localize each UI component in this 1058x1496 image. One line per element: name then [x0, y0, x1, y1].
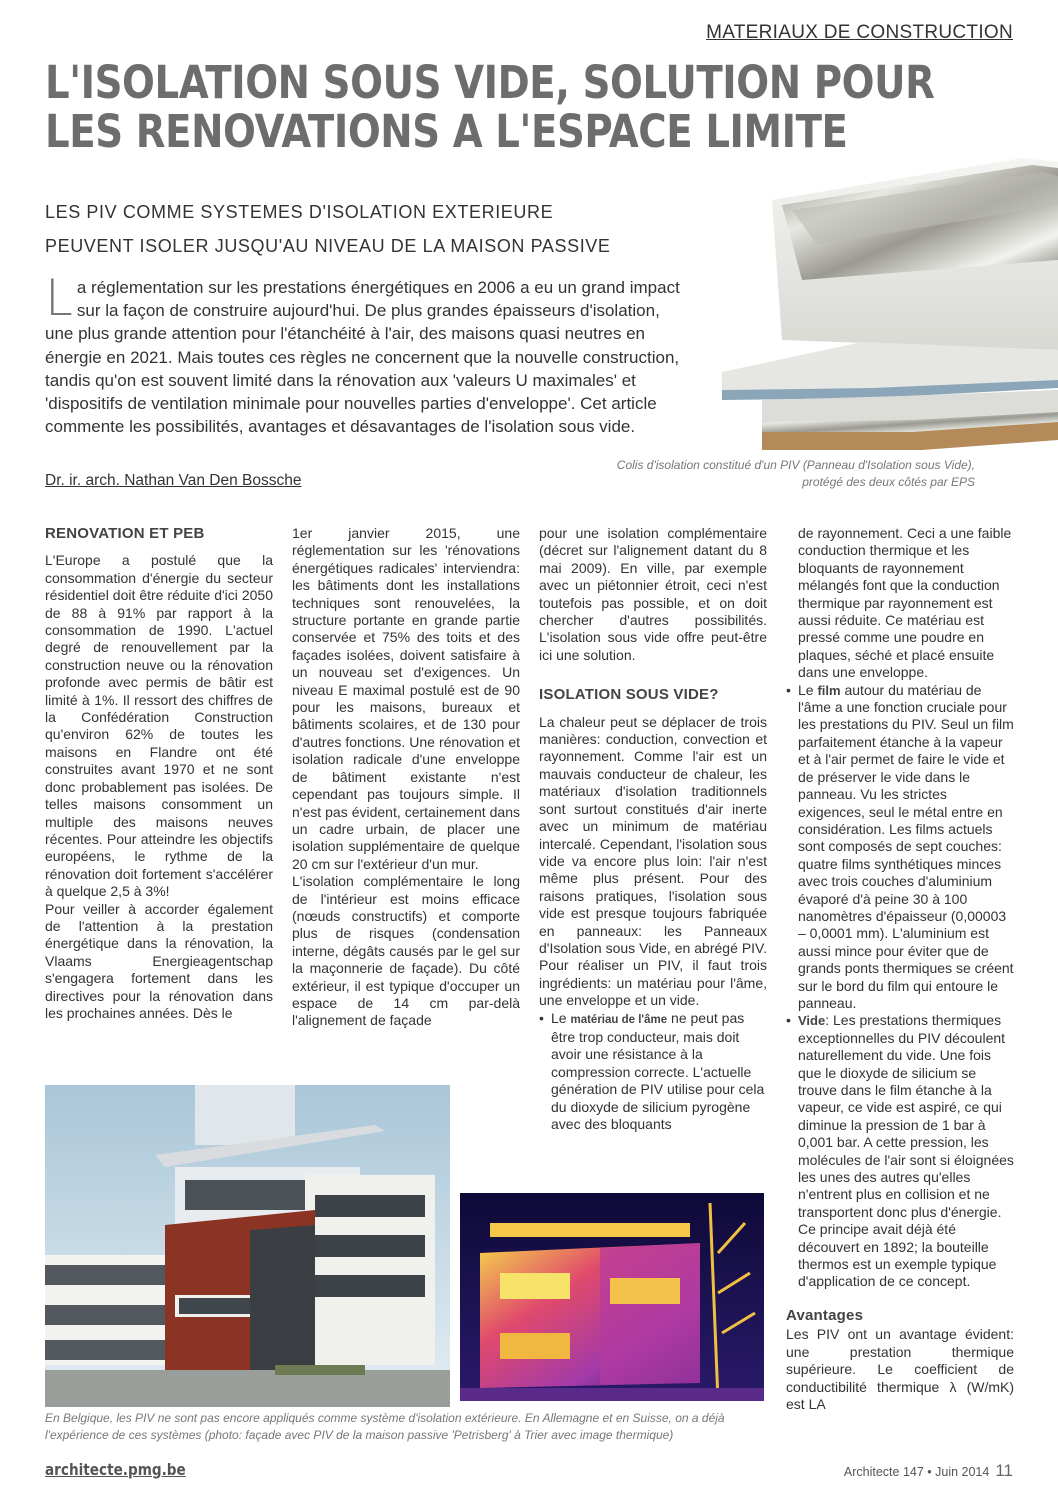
col4-paragraph-1: de rayonnement. Ceci a une faible conduction thermique et les bloquants de rayonnement mélangés font que la conduction thermique par rayonnement est aussi réduite. Ce matériau est pressé comme une poudre en plaques, séché et placé ensuite dans une enveloppe. — [798, 525, 1012, 681]
bullet-prefix: Le — [798, 681, 818, 698]
website-link[interactable]: architecte.pmg.be — [45, 1460, 186, 1479]
bullet-vide — [786, 1012, 1014, 1291]
col1-paragraph-1: L'Europe a postulé que la consommation d'énergie du secteur résidentiel doit être réduite d'ici 2050 de 88 à 91% par rapport à la consommation de 1990. L'actuel degré de renouvellement par la construction neuve ou la rénovation profonde avec permis de bâtir est limité à 1%. Il ressort des chiffres de la Confédération Construction qu'environ 62% de toutes les maisons en Flandre ont été construites avant 1970 et ne sont donc probablement pas isolées. De telles maisons consomment un multiple des maisons neuves récentes. Pour atteindre les objectifs européens, le rythme de la rénovation doit fortement s'accélérer à quelque 2,5 à 3%! — [45, 552, 273, 900]
issue-info: Architecte 147 • Juin 2014 — [843, 1465, 990, 1479]
thermal-image — [457, 1190, 767, 1404]
column-2 — [292, 525, 520, 1030]
bullet-text: : Les prestations thermiques exceptionnelles du PIV découlent naturellement du vide. Une fois que le dioxyde de silicium se trouve dans le film étanche à la vapeur, ce vide est aspiré, ce qui diminue la pression de 1 bar à 0,001 bar. A cette pression, les molécules de l'air sont si éloignées les unes des autres qu'elles n'entrent plus en collision et ne transportent donc plus d'énergie. Ce principe avait déjà été découvert en 1892; la bouteille thermos est un exemple typique d'application de ce concept. — [798, 1012, 1014, 1290]
bullet-prefix: Le — [551, 1009, 571, 1026]
footer-issue — [844, 1461, 1013, 1481]
col1-paragraph-2: Pour veiller à accorder également de l'attention à la prestation énergétique dans la rénovation, la Vlaams Energieagentschap s'engagera fortement dans les directives pour la rénovation dans les prochaines années. Dès le — [45, 900, 273, 1021]
subtitle-line-1: LES PIV COMME SYSTEMES D'ISOLATION EXTERIEURE — [45, 202, 554, 222]
title-line-2: LES RENOVATIONS A L'ESPACE LIMITE — [45, 105, 848, 158]
dropcap: L — [45, 269, 73, 327]
col3-paragraph-1: pour une isolation complémentaire (décret sur l'alignement datant du 8 mai 2009). En ville, par exemple avec un piétonnier étroit, ceci n'est toutefois pas possible, et on doit chercher d'autres possibilités. L'isolation sous vide offre peut-être ici une solution. — [539, 525, 767, 663]
title-line-1: L'ISOLATION SOUS VIDE, SOLUTION POUR — [45, 56, 935, 109]
bullet-film — [786, 682, 1014, 1013]
col2-paragraph-1: 1er janvier 2015, une réglementation sur les 'rénovations énergétiques radicales' interviendra: les bâtiments dont les installations techniques sont renouvelées, la structure portante en grande partie conservée et 75% des toits et des façades isolées, doivent satisfaire à un nouveau set d'exigences. Un niveau E maximal postulé est de 90 pour les maisons, bureaux et bâtiments scolaires, et de 130 pour d'autres fonctions. Une rénovation et isolation radicale d'une enveloppe de bâtiment existante n'est cependant pas toujours simple. Il n'est pas évident, certainement dans un cadre urbain, de placer une isolation supplémentaire de quelque 20 cm sur l'extérieur d'un mur. — [292, 525, 520, 872]
column-3 — [539, 525, 767, 1133]
top-caption-line-1: Colis d'isolation constitué d'un PIV (Panneau d'Isolation sous Vide), — [616, 458, 975, 472]
bullet-keyword: Vide — [798, 1013, 826, 1029]
bullet-materiau-ame — [539, 1010, 767, 1134]
heading-renovation-peb: RENOVATION ET PEB — [45, 525, 205, 542]
bullet-keyword: matériau de l'âme — [570, 1013, 668, 1026]
bullet-text: ne peut pas être trop conducteur, mais doit avoir une résistance à la compression correcte. L'actuelle génération de PIV utilise pour cela du dioxyde de silicium pyrogène avec des bloquants — [551, 1009, 765, 1132]
heading-isolation-sous-vide: ISOLATION SOUS VIDE? — [539, 686, 719, 704]
article-title — [45, 58, 982, 156]
bottom-caption-line-1: En Belgique, les PIV ne sont pas encore appliqués comme système d'isolation extérieure. En Allemagne et en Suisse, on a déjà — [45, 1411, 725, 1425]
col3-paragraph-2: La chaleur peut se déplacer de trois manières: conduction, convection et rayonnement. Comme l'air est un mauvais conducteur de chaleur, les matériaux d'isolation traditionnels sont surtout constitués d'air inerte avec un minimum de matériau intercalé. Cependant, l'isolation sous vide va encore plus loin: l'air n'est même plus présent. Pour des raisons pratiques, l'isolation sous vide est presque toujours fabriquée en panneaux: les Panneaux d'Isolation sous Vide, en abrégé PIV. Pour réaliser un PIV, il faut trois ingrédients: un matériau pour l'âme, une enveloppe et un vide. — [539, 713, 767, 1009]
col4-paragraph-2: Les PIV ont un avantage évident: une prestation thermique supérieure. Le coefficient de conductibilité thermique λ (W/mK) est LA — [786, 1326, 1014, 1412]
bullet-keyword: film — [817, 682, 841, 698]
intro-paragraph — [45, 269, 685, 438]
bottom-photo-caption — [45, 1410, 760, 1444]
bottom-caption-line-2: l'expérience de ces systèmes (photo: façade avec PIV de la maison passive 'Petrisberg' à Trier avec image thermique) — [45, 1428, 674, 1442]
col2-paragraph-2: L'isolation complémentaire le long de l'intérieur est moins efficace (nœuds constructifs) et comporte plus de risques (condensation interne, dégâts causés par le gel sur la maçonnerie de façade). Du côté extérieur, il est typique d'occuper un espace de 14 cm par-delà l'alignement de façade — [292, 873, 520, 1029]
column-4 — [786, 525, 1014, 1413]
vip-panels-photo — [722, 150, 1058, 450]
subtitle-line-2: PEUVENT ISOLER JUSQU'AU NIVEAU DE LA MAISON PASSIVE — [45, 236, 611, 256]
bullet-text: autour du matériau de l'âme a une fonction cruciale pour les prestations du PIV. Seul un film parfaitement étanche à la vapeur et à l'air permet de faire le vide et de préserver le vide dans le panneau. Vu les strictes exigences, seul le métal entre en considération. Les films actuels sont composés de sept couches: quatre films synthétiques minces avec trois couches d'aluminium évaporé d'à peine 30 à 100 nanomètres d'épaisseur (0,00003 – 0,0001 mm). L'aluminium est aussi mince pour éviter que de grands ponts thermiques se créent sur le bord du film qui entoure le panneau. — [798, 681, 1014, 1011]
top-photo-caption — [470, 457, 975, 491]
column-1 — [45, 525, 273, 1022]
top-caption-line-2: protégé des deux côtés par EPS — [802, 475, 975, 489]
building-photo — [45, 1085, 450, 1407]
author-link[interactable]: Dr. ir. arch. Nathan Van Den Bossche — [45, 472, 302, 489]
page-number: 11 — [995, 1461, 1013, 1480]
section-tag: MATERIAUX DE CONSTRUCTION — [706, 22, 1013, 43]
intro-text: a réglementation sur les prestations énergétiques en 2006 a eu un grand impact sur la façon de construire aujourd'hui. De plus grandes épaisseurs d'isolation, une plus grande attention pour l'étanchéité à l'air, des maisons quasi neutres en énergie en 2021. Mais toutes ces règles ne concernent que la nouvelle construction, tandis qu'on est souvent limité dans la rénovation aux 'valeurs U maximales' et 'dispositifs de ventilation minimale pour nouvelles parties d'enveloppe'. Cet article commente les possibilités, avantages et désavantages de l'isolation sous vide. — [45, 278, 680, 437]
heading-avantages: Avantages — [786, 1306, 864, 1324]
